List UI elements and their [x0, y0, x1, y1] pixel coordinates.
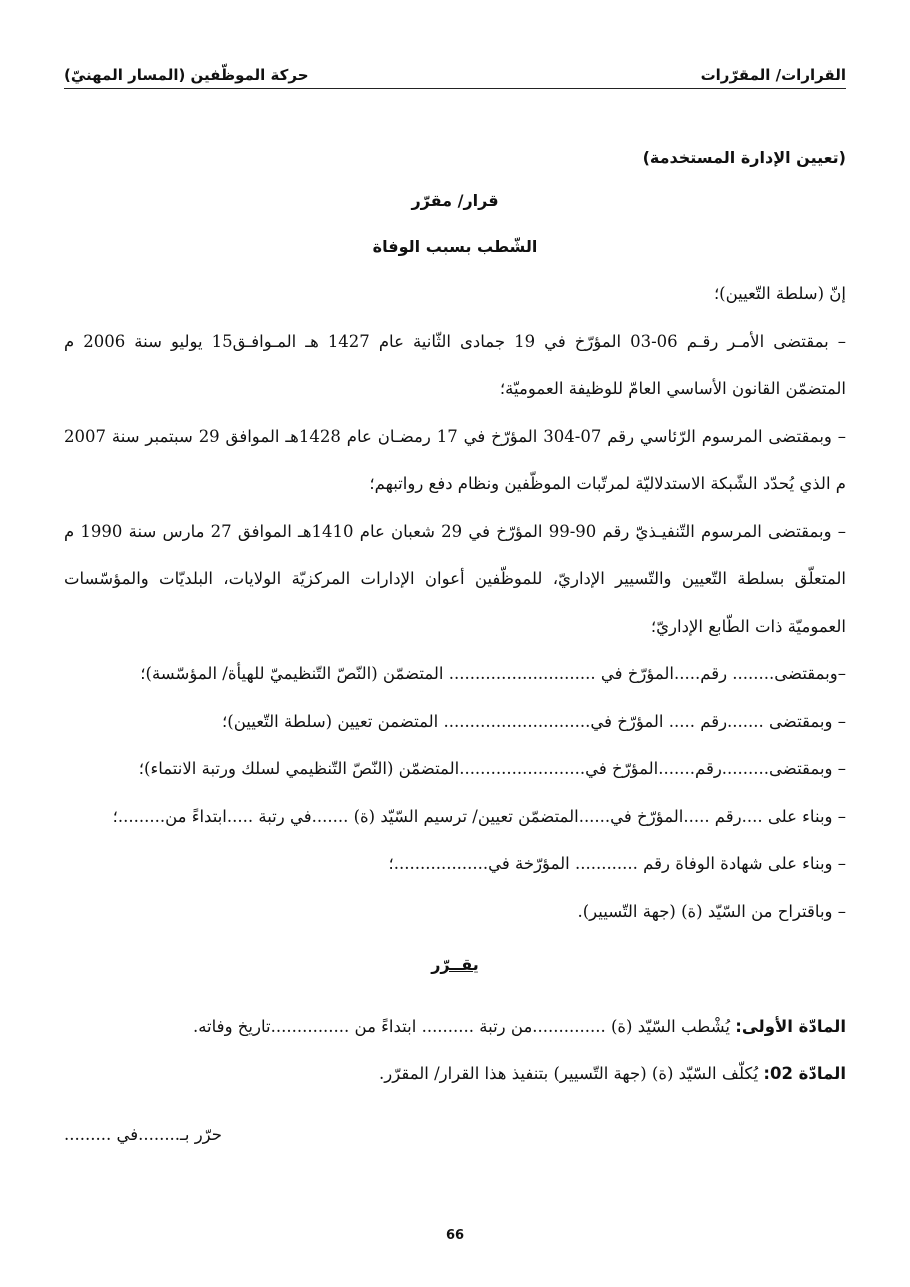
header-left-title: حركة الموظّفين (المسار المهنيّ) [64, 66, 309, 84]
article-1 [64, 1003, 846, 1050]
document-subtitle: الشّطب بسبب الوفاة [372, 237, 538, 256]
signoff-line: حرّر بـ........في ......... [64, 1125, 222, 1144]
preamble: إنّ (سلطة التّعيين)؛ [713, 284, 846, 303]
article-2 [64, 1050, 846, 1097]
visa-paragraph: – بمقتضى الأمـر رقـم 06-03 المؤرّخ في 19 جمادى الثّانية عام 1427 هـ المـوافـق15 يوليو سنة 2006 م المتضمّن القانون الأساسي العامّ للوظيفة العموميّة؛ [64, 331, 846, 398]
fill-in-line: – وبمقتضى .......رقم ..... المؤرّخ في............................ المتضمن تعيين (سلطة التّعيين)؛ [222, 711, 846, 731]
decides-label: يقــرّر [431, 955, 479, 974]
article-text: يُكلّف السّيّد (ة) (جهة التّسيير) بتنفيذ هذا القرار/ المقرّر. [379, 1064, 764, 1083]
fill-in-line: – وبمقتضى.........رقم.......المؤرّخ في........................المتضمّن (النّصّ التّنظيمي لسلك ورتبة الانتماء)؛ [138, 759, 846, 778]
article-text: يُشْطب السّيّد (ة) ..............من رتبة .......... ابتداءً من ...............تاريخ وفاته. [192, 1017, 736, 1036]
document-body [64, 138, 846, 1155]
article-label: المادّة 02: [763, 1064, 846, 1083]
visa-paragraph: – وبمقتضى المرسوم الرّئاسي رقم 07-304 المؤرّخ في 17 رمضـان عام 1428هـ الموافق 29 سبتمبر سنة 2007 م الذي يُحدّد الشّبكة الاستدلاليّة لمرتّبات الموظّفين ونظام دفع رواتبهم؛ [64, 426, 847, 493]
fill-in-line: – وبناء على شهادة الوفاة رقم ............ المؤرّخة في..................؛ [388, 854, 846, 873]
document-title: قرار/ مقرّر [411, 191, 499, 210]
article-label: المادّة الأولى: [735, 1017, 846, 1036]
page-number: 66 [445, 1228, 465, 1243]
running-header [64, 58, 846, 89]
fill-in-line: – وبناء على ....رقم .....المؤرّخ في......المتضمّن تعيين/ ترسيم السّيّد (ة) .......في رتبة .....ابتداءً من.........؛ [112, 806, 846, 826]
fill-in-line: – وباقتراح من السّيّد (ة) (جهة التّسيير). [577, 901, 846, 921]
visa-paragraph: – وبمقتضى المرسوم التّنفيـذيّ رقم 90-99 المؤرّخ في 29 شعبان عام 1410هـ الموافق 27 مارس سنة 1990 م المتعلّق بسلطة التّعيين والتّسيير الإداريّ، للموظّفين أعوان الإدارات المركزيّة الولايات، البلديّات والمؤسّسات العموميّة ذات الطّابع الإداريّ؛ [64, 521, 847, 636]
header-right-title: القرارات/ المقرّرات [700, 66, 846, 84]
decides-heading [64, 945, 846, 985]
fill-in-line: –وبمقتضى........ رقم.....المؤرّخ في ............................ المتضمّن (النّصّ التّنظيميّ للهيأة/ المؤسّسة)؛ [140, 664, 846, 683]
authority-heading: (تعيين الإدارة المستخدمة) [642, 148, 846, 167]
